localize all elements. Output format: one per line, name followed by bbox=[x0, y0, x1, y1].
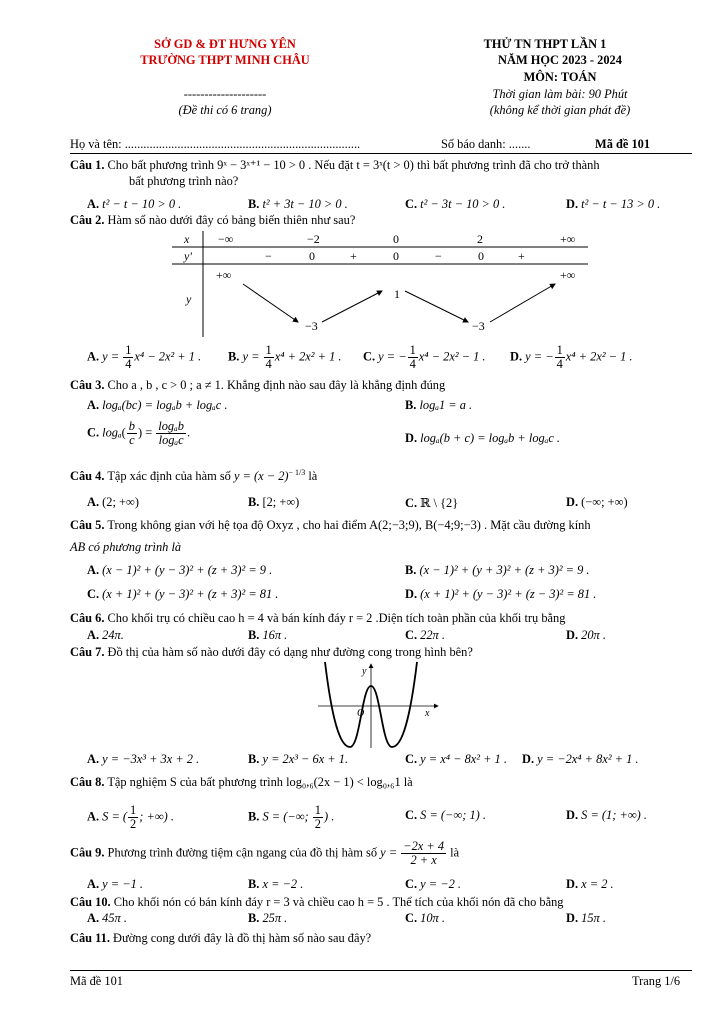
question-text: Cho bất phương trình 9ˣ − 3ˣ⁺¹ − 10 > 0 . Nếu đặt t = 3ˣ(t > 0) thì bất phương trình đã cho trở thành bbox=[107, 158, 600, 172]
divider bbox=[70, 153, 692, 154]
q10-option-a[interactable]: A. 45π . bbox=[87, 911, 127, 925]
q3-option-b[interactable]: B. logₐ1 = a . bbox=[405, 398, 473, 412]
table-y-label: y bbox=[186, 292, 192, 306]
q9-option-b[interactable]: B. x = −2 . bbox=[248, 877, 304, 891]
sign: 0 bbox=[309, 249, 315, 263]
subject: MÔN: TOÁN bbox=[523, 70, 597, 84]
question-4: Câu 4. Tập xác định của hàm số $y = (x - 2)^{- 1/3}$ là bbox=[70, 468, 318, 484]
q4-option-d[interactable]: D. (−∞; +∞) bbox=[566, 495, 628, 509]
exam-code: Mã đề 101 bbox=[595, 137, 651, 151]
q6-option-a[interactable]: A. 24π. bbox=[87, 628, 124, 642]
candidate-name: Họ và tên: ............................................................................ bbox=[70, 137, 361, 151]
q2-option-d[interactable]: D. y = − $\frac{1}{4}$ x⁴ + 2x² − 1 . bbox=[510, 343, 633, 372]
candidate-number: Số báo danh: ....... bbox=[441, 137, 531, 151]
y-axis-label: y bbox=[362, 666, 367, 677]
q5-option-a[interactable]: A. (x − 1)² + (y − 3)² + (z + 3)² = 9 . bbox=[87, 563, 273, 577]
header-dashes: -------------------- bbox=[183, 87, 267, 101]
q6-option-b[interactable]: B. 16π . bbox=[248, 628, 288, 642]
q10-option-b[interactable]: B. 25π . bbox=[248, 911, 288, 925]
exam-title: THỬ TN THPT LẦN 1 bbox=[483, 37, 607, 51]
question-1 bbox=[70, 157, 600, 173]
q1-option-b[interactable]: B. t² + 3t − 10 > 0 . bbox=[248, 197, 348, 211]
time-note: (không kể thời gian phát đề) bbox=[489, 103, 631, 117]
q7-option-c[interactable]: C. y = x⁴ − 8x² + 1 . bbox=[405, 752, 507, 766]
y-value: +∞ bbox=[560, 268, 576, 282]
sign: 0 bbox=[393, 249, 399, 263]
q3-option-d[interactable]: D. logₐ(b + c) = logₐb + logₐc . bbox=[405, 431, 561, 445]
q5-option-d[interactable]: D. (x + 1)² + (y − 3)² + (z − 3)² = 81 . bbox=[405, 587, 597, 601]
question-5: Câu 5. Trong không gian với hệ tọa độ Oxyz , cho hai điểm A(2;−3;9), B(−4;9;−3) . Mặt cầu đường kính bbox=[70, 518, 591, 532]
q9-option-d[interactable]: D. x = 2 . bbox=[566, 877, 614, 891]
y-value: 1 bbox=[394, 287, 400, 301]
sign: + bbox=[350, 249, 357, 263]
q3-option-c[interactable]: C. logₐ( $\frac{b}{c}$ ) = $\frac{\text{logₐb}}{\text{logₐc}}$ . bbox=[87, 419, 191, 448]
q4-option-c[interactable]: C. ℝ \ {2} bbox=[405, 496, 459, 510]
q2-option-c[interactable]: C. y = − $\frac{1}{4}$ x⁴ − 2x² − 1 . bbox=[363, 343, 486, 372]
q9-option-c[interactable]: C. y = −2 . bbox=[405, 877, 461, 891]
q7-option-d[interactable]: D. y = −2x⁴ + 8x² + 1 . bbox=[522, 752, 639, 766]
q1-option-c[interactable]: C. t² − 3t − 10 > 0 . bbox=[405, 197, 506, 211]
footer-divider bbox=[70, 970, 692, 971]
q8-option-d[interactable]: D. S = (1; +∞) . bbox=[566, 808, 647, 822]
q8-option-b[interactable]: B. S = (−∞; $\frac{1}{2}$ ) . bbox=[248, 803, 335, 832]
question-label: Câu 1. bbox=[70, 158, 105, 172]
question-11: Câu 11. Đường cong dưới đây là đồ thị hàm số nào sau đây? bbox=[70, 931, 372, 945]
x-value: −2 bbox=[307, 232, 320, 246]
question-9: Câu 9. Phương trình đường tiệm cận ngang của đồ thị hàm số y = $\frac{-2x + 4}{2 + x}$ là bbox=[70, 839, 460, 868]
footer-page-number: Trang 1/6 bbox=[632, 974, 681, 988]
question-6: Câu 6. Cho khối trụ có chiều cao h = 4 và bán kính đáy r = 2 .Diện tích toàn phần của khối trụ bằng bbox=[70, 611, 566, 625]
y-value: −3 bbox=[305, 319, 318, 333]
question-10: Câu 10. Cho khối nón có bán kính đáy r = 3 và chiều cao h = 5 . Thể tích của khối nón đã cho bằng bbox=[70, 895, 564, 909]
table-x-label: x bbox=[184, 232, 190, 246]
function-graph bbox=[310, 660, 440, 750]
q7-option-b[interactable]: B. y = 2x³ − 6x + 1. bbox=[248, 752, 349, 766]
q10-option-c[interactable]: C. 10π . bbox=[405, 911, 445, 925]
q2-option-a[interactable]: A. y = $\frac{1}{4}$ x⁴ − 2x² + 1 . bbox=[87, 343, 202, 372]
q3-option-a[interactable]: A. logₐ(bc) = logₐb + logₐc . bbox=[87, 398, 228, 412]
question-7: Câu 7. Đồ thị của hàm số nào dưới đây có dạng như đường cong trong hình bên? bbox=[70, 645, 473, 659]
sign: − bbox=[265, 249, 272, 263]
x-axis-label: x bbox=[425, 708, 430, 719]
exam-time: Thời gian làm bài: 90 Phút bbox=[492, 87, 628, 101]
question-8: Câu 8. Tập nghiệm S của bất phương trình log₀,₆(2x − 1) < log₀,₆1 là bbox=[70, 775, 413, 789]
arrow-down bbox=[243, 284, 298, 322]
sign: − bbox=[435, 249, 442, 263]
x-value: −∞ bbox=[218, 232, 234, 246]
q6-option-c[interactable]: C. 22π . bbox=[405, 628, 445, 642]
question-2: Câu 2. Hàm số nào dưới đây có bảng biến thiên như sau? bbox=[70, 213, 356, 227]
footer-exam-code: Mã đề 101 bbox=[70, 974, 123, 988]
question-text-cont: bất phương trình nào? bbox=[129, 174, 239, 188]
school-title: TRƯỜNG THPT MINH CHÂU bbox=[140, 53, 310, 67]
y-value: −3 bbox=[472, 319, 485, 333]
x-value: +∞ bbox=[560, 232, 576, 246]
q1-option-d[interactable]: D. t² − t − 13 > 0 . bbox=[566, 197, 661, 211]
q1-option-a[interactable]: A. t² − t − 10 > 0 . bbox=[87, 197, 182, 211]
x-value: 0 bbox=[393, 232, 399, 246]
x-value: 2 bbox=[477, 232, 483, 246]
q10-option-d[interactable]: D. 15π . bbox=[566, 911, 606, 925]
school-year: NĂM HỌC 2023 - 2024 bbox=[498, 53, 622, 67]
q5-option-c[interactable]: C. (x + 1)² + (y − 3)² + (z + 3)² = 81 . bbox=[87, 587, 279, 601]
origin-label: O bbox=[357, 708, 365, 719]
q4-option-b[interactable]: B. [2; +∞) bbox=[248, 495, 300, 509]
arrow-down bbox=[405, 291, 468, 322]
q8-option-c[interactable]: C. S = (−∞; 1) . bbox=[405, 808, 486, 822]
department-title: SỞ GD & ĐT HƯNG YÊN bbox=[154, 37, 296, 51]
arrow-up bbox=[322, 291, 382, 322]
question-3: Câu 3. Cho a , b , c > 0 ; a ≠ 1. Khẳng định nào sau đây là khẳng định đúng bbox=[70, 378, 446, 392]
q2-option-b[interactable]: B. y = $\frac{1}{4}$ x⁴ + 2x² + 1 . bbox=[228, 343, 342, 372]
sign: 0 bbox=[478, 249, 484, 263]
table-yprime-label: y' bbox=[184, 249, 192, 263]
sign: + bbox=[518, 249, 525, 263]
pages-note: (Đề thi có 6 trang) bbox=[178, 103, 272, 117]
q4-option-a[interactable]: A. (2; +∞) bbox=[87, 495, 139, 509]
variation-table bbox=[170, 229, 590, 339]
q9-option-a[interactable]: A. y = −1 . bbox=[87, 877, 143, 891]
question-text-cont: AB có phương trình là bbox=[70, 540, 182, 554]
y-value: +∞ bbox=[216, 268, 232, 282]
q8-option-a[interactable]: A. S = ( $\frac{1}{2}$ ; +∞) . bbox=[87, 803, 174, 832]
q7-option-a[interactable]: A. y = −3x³ + 3x + 2 . bbox=[87, 752, 200, 766]
arrow-up bbox=[490, 284, 555, 322]
q6-option-d[interactable]: D. 20π . bbox=[566, 628, 606, 642]
q5-option-b[interactable]: B. (x − 1)² + (y + 3)² + (z + 3)² = 9 . bbox=[405, 563, 590, 577]
